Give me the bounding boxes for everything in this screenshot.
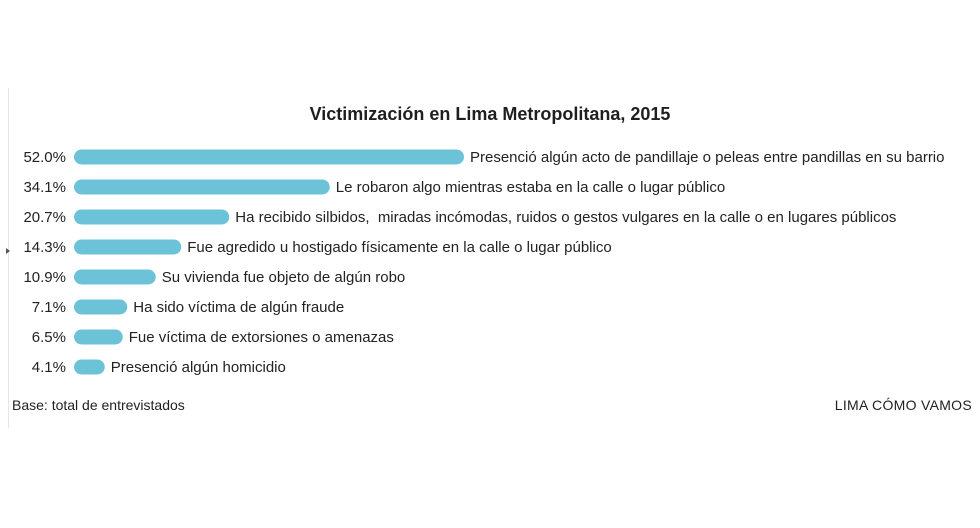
base-note: Base: total de entrevistados: [12, 397, 185, 413]
category-label-2: Le robaron algo mientras estaba en la calle o lugar público: [335, 179, 726, 196]
value-label-8: 4.1%: [31, 359, 66, 376]
value-label-4: 14.3%: [23, 239, 66, 256]
bar-4: [74, 240, 181, 255]
category-label-1: Presenció algún acto de pandillaje o peleas entre pandillas en su barrio: [470, 149, 945, 166]
chart-title: Victimización en Lima Metropolitana, 2015: [309, 104, 671, 124]
bar-2: [74, 180, 330, 195]
bar-8: [74, 360, 105, 375]
category-label-7: Fue víctima de extorsiones o amenazas: [128, 329, 394, 346]
value-label-3: 20.7%: [23, 209, 66, 226]
category-label-3: Ha recibido silbidos, miradas incómodas, ruidos o gestos vulgares en la calle o en lugares públicos: [235, 209, 897, 226]
value-label-5: 10.9%: [23, 269, 66, 286]
value-label-6: 7.1%: [31, 299, 66, 316]
category-label-8: Presenció algún homicidio: [110, 359, 286, 376]
category-label-5: Su vivienda fue objeto de algún robo: [161, 269, 406, 286]
value-label-7: 6.5%: [31, 329, 66, 346]
category-label-4: Fue agredido u hostigado físicamente en la calle o lugar público: [187, 239, 612, 256]
bar-3: [74, 210, 229, 225]
bar-7: [74, 330, 123, 345]
category-label-6: Ha sido víctima de algún fraude: [133, 299, 345, 316]
source-label: LIMA CÓMO VAMOS: [834, 397, 972, 413]
value-label-1: 52.0%: [23, 149, 66, 166]
bar-6: [74, 300, 127, 315]
value-label-2: 34.1%: [23, 179, 66, 196]
bar-1: [74, 150, 464, 165]
bar-5: [74, 270, 156, 285]
